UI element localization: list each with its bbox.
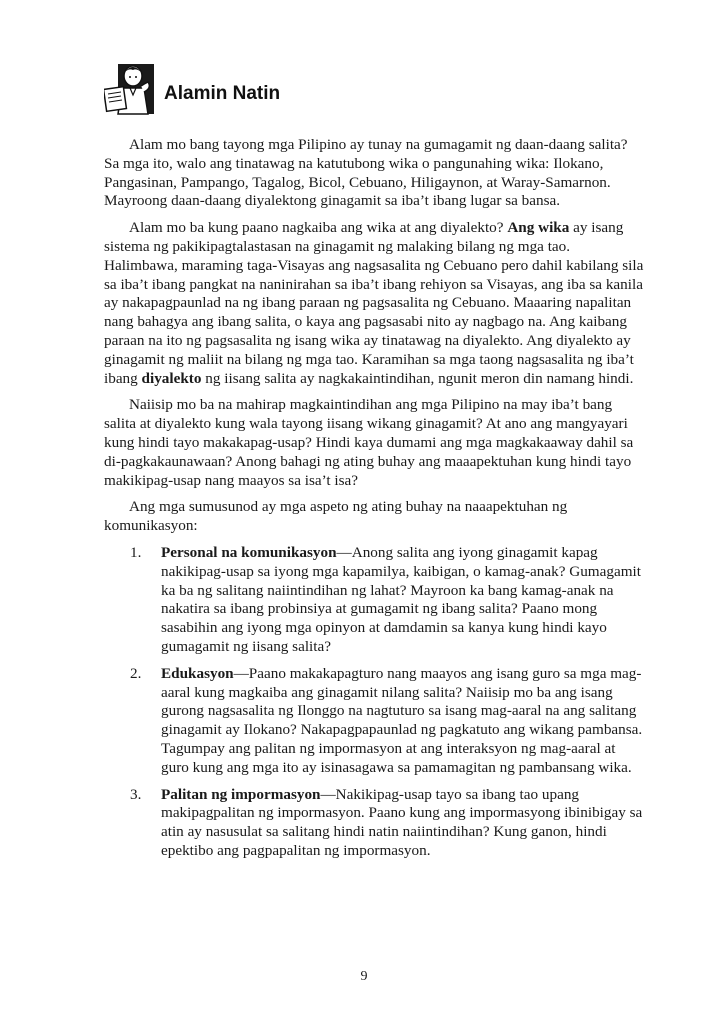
paragraph-2-text-c: ng iisang salita ay nagkakaintindihan, ngunit meron din namang hindi. [205,369,634,387]
term-diyalekto: diyalekto [141,369,202,387]
paragraph-1: Alam mo bang tayong mga Pilipino ay tunay na gumagamit ng daan-daang salita? Sa mga ito, walo ang tinatawag na katutubong wika o pangunahing wika: Ilokano, Pangasinan, Pampango, Tagalog, Bicol, Cebuano, Hiligaynon, at Waray-Samarnon. Mayroong daan-daang diyalektong ginagamit sa iba’t ibang lugar sa bansa. [104,136,628,210]
section-title: Alamin Natin [164,83,281,104]
list-item-number: 3. [130,785,142,803]
page-number: 9 [360,969,368,984]
aspects-list [104,544,644,861]
document-body [104,136,644,869]
section-header [104,62,404,118]
list-item [104,786,644,861]
list-item-number: 1. [130,543,142,561]
list-item-term: Palitan ng impormasyon [161,785,321,803]
list-item-text: —Anong salita ang iyong ginagamit kapag nakikipag-usap sa iyong mga kapamilya, kaibigan, o kamag-anak? Gumagamit ka ba ng salitang naiintindihan ng lahat? Mayroon ka bang kamag-anak na nakatira sa ibang probinsiya at gumagamit ng ibang salita? Paano mong sasabihin ang iyong mga opinyon at damdamin sa kanya kung hindi kayo gumagamit ng iisang salita? [161,543,641,655]
list-item [104,665,644,778]
list-item-text: —Nakikipag-usap tayo sa ibang tao upang makipagpalitan ng impormasyon. Paano kung ang impormasyong ibinibigay sa atin ay nasusulat sa salitang hindi natin naiintindihan? Kung ganon, hindi epektibo ang pagpapalitan ng impormasyon. [161,785,643,859]
reading-person-icon [104,62,158,118]
term-ang-wika: Ang wika [507,219,570,237]
list-item-term: Personal na komunikasyon [161,543,337,561]
paragraph-2-text-b: ay isang sistema ng pakikipagtalastasan na ginagamit ng malaking bilang ng mga tao. Halimbawa, maraming taga-Visayas ang nagsasalita ng Cebuano pero dahil kabilang sila sa iba’t ibang pangkat na naninirahan sa iba’t ibang rehiyon sa Visayas, ang iba sa kanila ay nakapagpaunlad na ng ibang paraan ng pagsasalita ng Cebuano. Maaaring napalitan nang bahagya ang ibang salita, o kaya ang pagsasabi nito ay nagbago na. Ang kaibang paraan na ito ng pagsasalita ng isang wika ay tinatawag na diyalekto. Ang diyalekto ay ginagamit ng maliit na bilang ng mga tao. Karamihan sa mga taong nagsasalita ng iba’t ibang [104,219,644,387]
list-item [104,544,644,657]
list-item-term: Edukasyon [161,664,234,682]
paragraph-2-text-a: Alam mo ba kung paano nagkaiba ang wika at ang diyalekto? [129,219,504,237]
paragraph-2 [104,219,644,388]
list-item-number: 2. [130,664,142,682]
list-item-text: —Paano makakapagturo nang maayos ang isang guro sa mga mag-aaral kung magkaiba ang ginagamit nilang salita? Naiisip mo ba ang isang gurong nagsasalita ng Ilonggo na nagtuturo sa isang mag-aaral na ang salitang ginagamit ay Ilokano? Nakapagpapaunlad ng pagkatuto ang wikang pambansa. Tagumpay ang palitan ng impormasyon at ang interaksyon ng mag-aaral at guro kung ang mga ito ay isinasagawa sa pamamagitan ng pambansang wika. [161,664,643,776]
paragraph-4: Ang mga sumusunod ay mga aspeto ng ating buhay na naaapektuhan ng komunikasyon: [104,498,568,535]
paragraph-3: Naiisip mo ba na mahirap magkaintindihan ang mga Pilipino na may iba’t bang salita at diyalekto kung wala tayong iisang wikang ginagamit? At ano ang mangyayari kung hindi tayo makakapag-usap? Hindi kaya dumami ang mga magkakaaway dahil sa di-pagkakaunawaan? Anong bahagi ng ating buhay ang maaapektuhan kung hindi tayo makikipag-usap nang maayos sa isa’t isa? [104,396,634,489]
